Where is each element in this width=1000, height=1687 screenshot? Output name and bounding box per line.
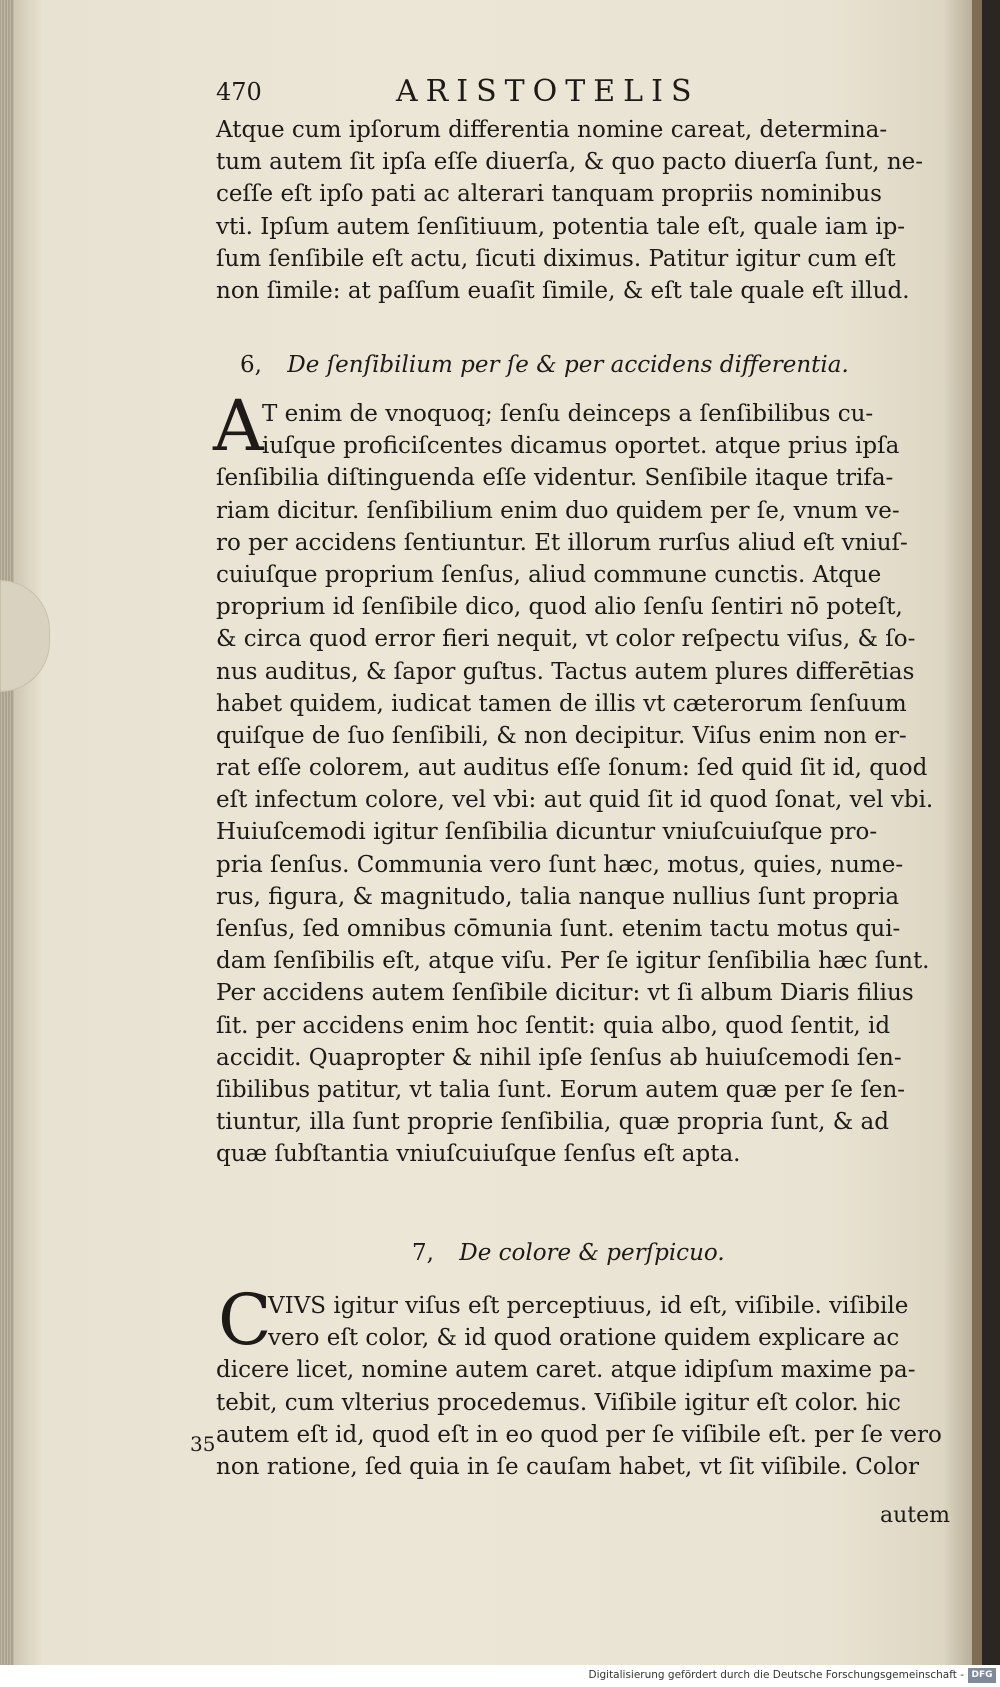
text-line: VIVS igitur viſus eſt perceptiuus, id eſt, viſibile. viſibile [268, 1293, 909, 1319]
text-line: rus, figura, & magnitudo, talia nanque nullius ſunt propria [216, 883, 900, 910]
text-line: eſt infectum colore, vel vbi: aut quid ſit id quod ſonat, vel vbi. [216, 787, 934, 814]
page-number: 470 [216, 78, 262, 106]
text-line: riam dicitur. ſenſibilium enim duo quidem per ſe, vnum ve- [216, 497, 900, 524]
text-line: vti. Ipſum autem ſenſitiuum, potentia tale eſt, quale iam ip- [216, 213, 906, 240]
text-line: autem eſt id, quod eſt in eo quod per ſe viſibile eſt. per ſe vero [216, 1421, 942, 1448]
section-title: De colore & perſpicuo. [459, 1240, 725, 1266]
text-line: & circa quod error fieri nequit, vt color reſpectu viſus, & ſo- [216, 626, 916, 653]
text-line: ſenſus, ſed omnibus cōmunia ſunt. etenim tactu motus qui- [216, 916, 901, 942]
text-line: ſit. per accidens enim hoc ſentit: quia albo, quod ſentit, id [216, 1012, 891, 1039]
paragraph-block-1 [216, 114, 956, 307]
text-line: proprium id ſenſibile dico, quod alio ſenſu ſentiri nō poteſt, [216, 594, 903, 621]
section-number: 6, [240, 352, 262, 378]
text-line: ro per accidens ſentiuntur. Et illorum rurſus aliud eſt vniuſ- [216, 529, 908, 556]
text-line: quiſque de ſuo ſenſibili, & non decipitur. Viſus enim non er- [216, 722, 907, 749]
text-line: ſibilibus patitur, vt talia ſunt. Eorum autem quæ per ſe ſen- [216, 1076, 906, 1103]
text-line: quæ ſubſtantia vniuſcuiuſque ſenſus eſt apta. [216, 1141, 741, 1168]
running-title: ARISTOTELIS [396, 74, 700, 109]
drop-cap: C [218, 1279, 272, 1361]
section-heading-7 [412, 1240, 725, 1266]
text-line: non ratione, ſed quia in ſe cauſam habet, vt ſit viſibile. Color [216, 1453, 919, 1480]
text-line: tebit, cum vlterius procedemus. Viſibile igitur eſt color. hic [216, 1389, 901, 1416]
section-number: 7, [412, 1240, 434, 1266]
text-line: dam ſenſibilis eſt, atque viſu. Per ſe igitur ſenſibilia hæc ſunt. [216, 948, 930, 975]
text-line: cuiuſque proprium ſenſus, aliud commune cunctis. Atque [216, 561, 882, 588]
footer-bar [0, 1665, 1000, 1687]
text-line: rat eſſe colorem, aut auditus eſſe ſonum: ſed quid ſit id, quod [216, 755, 928, 782]
running-header [216, 74, 956, 112]
text-line: T enim de vnoquoq; ſenſu deinceps a ſenſibilibus cu- [262, 401, 874, 427]
dfg-logo: DFG [968, 1668, 996, 1683]
section-heading-6 [240, 352, 849, 378]
margin-line-number: 35 [190, 1432, 216, 1456]
text-line: iuſque proficiſcentes dicamus oportet. atque prius ipſa [262, 433, 900, 460]
text-line: tiuntur, illa ſunt proprie ſenſibilia, quæ propria ſunt, & ad [216, 1109, 889, 1136]
text-line: ſenſibilia diſtinguenda eſſe videntur. Senſibile itaque trifa- [216, 465, 894, 492]
text-line: ſum ſenſibile eſt actu, ſicuti diximus. Patitur igitur cum eſt [216, 245, 896, 272]
text-line: non ſimile: at paſſum euaſit ſimile, & eſt tale quale eſt illud. [216, 277, 910, 304]
text-line: dicere licet, nomine autem caret. atque idipſum maxime pa- [216, 1357, 916, 1384]
text-line: Atque cum ipſorum differentia nomine careat, determina- [216, 117, 888, 143]
text-line: ceſſe eſt ipſo pati ac alterari tanquam propriis nominibus [216, 181, 882, 208]
text-line: Huiuſcemodi igitur ſenſibilia dicuntur vniuſcuiuſque pro- [216, 819, 878, 846]
text-line: tum autem ſit ipſa eſſe diuerſa, & quo pacto diuerſa ſunt, ne- [216, 149, 924, 176]
text-line: accidit. Quapropter & nihil ipſe ſenſus ab huiuſcemodi ſen- [216, 1044, 902, 1071]
paragraph-block-3 [216, 1290, 956, 1483]
section-title: De ſenſibilium per ſe & per accidens differentia. [287, 352, 849, 378]
text-line: Per accidens autem ſenſibile dicitur: vt ſi album Diaris filius [216, 980, 914, 1007]
paragraph-block-2 [216, 398, 956, 1171]
text-line: nus auditus, & ſapor guſtus. Tactus autem plures differētias [216, 658, 915, 685]
footer-credit: Digitalisierung gefördert durch die Deutsche Forschungsgemeinschaft - [588, 1669, 964, 1681]
text-line: vero eſt color, & id quod oratione quidem explicare ac [268, 1325, 900, 1352]
text-line: pria ſenſus. Communia vero ſunt hæc, motus, quies, nume- [216, 851, 904, 878]
drop-cap: A [213, 385, 264, 467]
catchword: autem [880, 1503, 951, 1528]
text-line: habet quidem, iudicat tamen de illis vt cæterorum ſenſuum [216, 690, 907, 717]
page-edges [0, 0, 14, 1665]
